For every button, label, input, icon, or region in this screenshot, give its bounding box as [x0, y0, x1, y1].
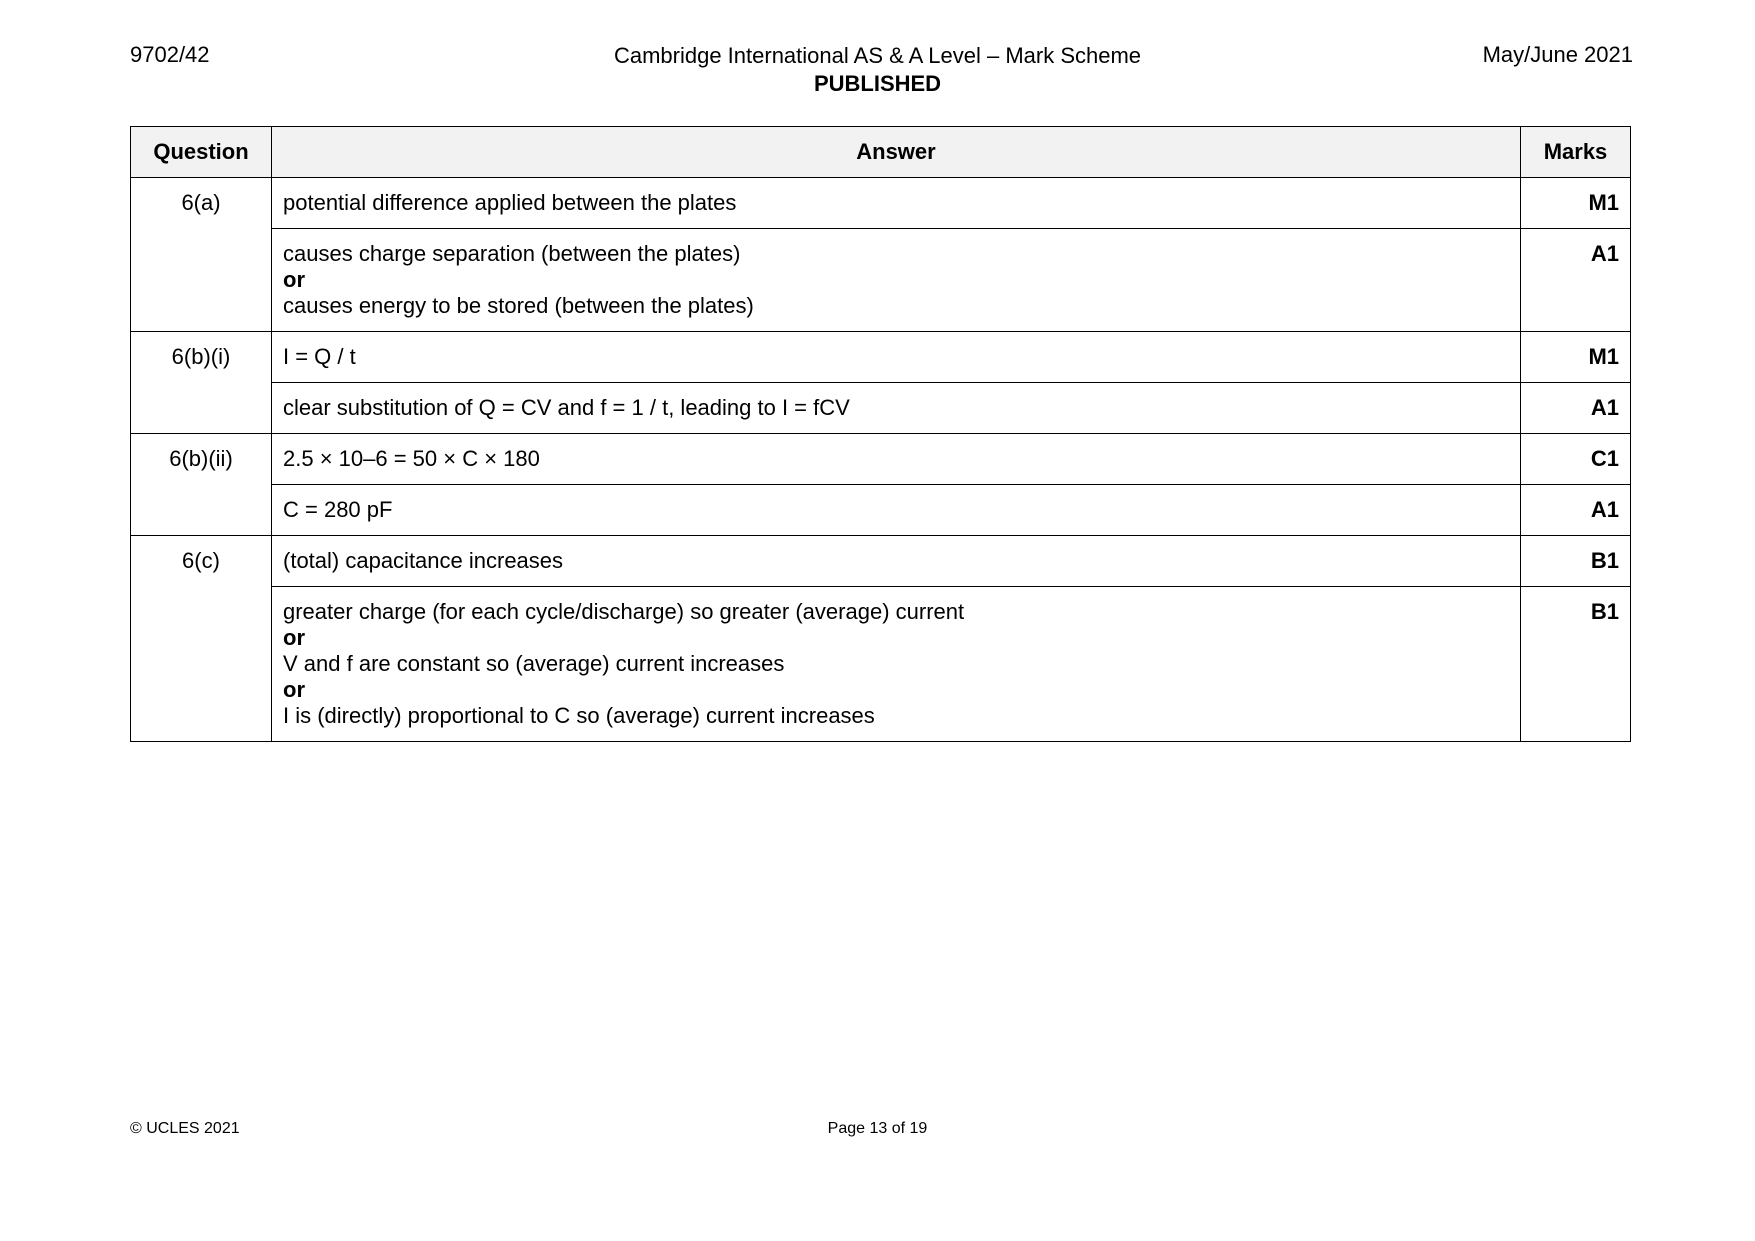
document-status: PUBLISHED	[813, 71, 942, 96]
mark-cell: A1	[1521, 485, 1631, 536]
mark-cell: B1	[1521, 536, 1631, 587]
answer-cell	[272, 587, 1521, 742]
mark-cell: M1	[1521, 178, 1631, 229]
table-row	[131, 536, 1631, 587]
mark-cell: A1	[1521, 229, 1631, 332]
copyright-notice: © UCLES 2021	[130, 1120, 240, 1137]
answer-column-header: Answer	[272, 127, 1521, 178]
mark-cell: B1	[1521, 587, 1631, 742]
answer-cell: clear substitution of Q = CV and f = 1 / t, leading to I = fCV	[272, 383, 1521, 434]
answer-cell: 2.5 × 10–6 = 50 × C × 180	[272, 434, 1521, 485]
answer-cell	[272, 229, 1521, 332]
answer-line: causes charge separation (between the plates)	[283, 241, 741, 266]
table-row	[131, 229, 1631, 332]
marks-column-header: Marks	[1521, 127, 1631, 178]
paper-code: 9702/42	[130, 42, 210, 67]
question-column-header: Question	[131, 127, 272, 178]
table-row	[131, 383, 1631, 434]
answer-cell: C = 280 pF	[272, 485, 1521, 536]
mark-scheme-table	[130, 126, 1631, 742]
question-number: 6(b)(ii)	[131, 434, 272, 536]
table-row	[131, 587, 1631, 742]
table-row	[131, 434, 1631, 485]
question-number: 6(c)	[131, 536, 272, 742]
or-connector: or	[283, 625, 305, 650]
answer-line: V and f are constant so (average) current increases	[283, 651, 785, 676]
table-row	[131, 178, 1631, 229]
answer-line: I is (directly) proportional to C so (average) current increases	[283, 703, 875, 728]
answer-line: causes energy to be stored (between the plates)	[283, 293, 754, 318]
answer-cell	[272, 332, 1521, 383]
question-number: 6(b)(i)	[131, 332, 272, 434]
table-row	[131, 485, 1631, 536]
question-number: 6(a)	[131, 178, 272, 332]
mark-cell: M1	[1521, 332, 1631, 383]
answer-cell: (total) capacitance increases	[272, 536, 1521, 587]
answer-cell: potential difference applied between the plates	[272, 178, 1521, 229]
mark-cell: A1	[1521, 383, 1631, 434]
mark-cell: C1	[1521, 434, 1631, 485]
table-row	[131, 332, 1631, 383]
formula: I = Q / t	[283, 344, 356, 369]
document-title: Cambridge International AS & A Level – Mark Scheme	[613, 43, 1142, 68]
table-header-row	[131, 127, 1631, 178]
answer-line: greater charge (for each cycle/discharge) so greater (average) current	[283, 599, 965, 624]
or-connector: or	[283, 267, 305, 292]
exam-session: May/June 2021	[1482, 42, 1633, 67]
page-number: Page 13 of 19	[827, 1120, 928, 1137]
or-connector: or	[283, 677, 305, 702]
